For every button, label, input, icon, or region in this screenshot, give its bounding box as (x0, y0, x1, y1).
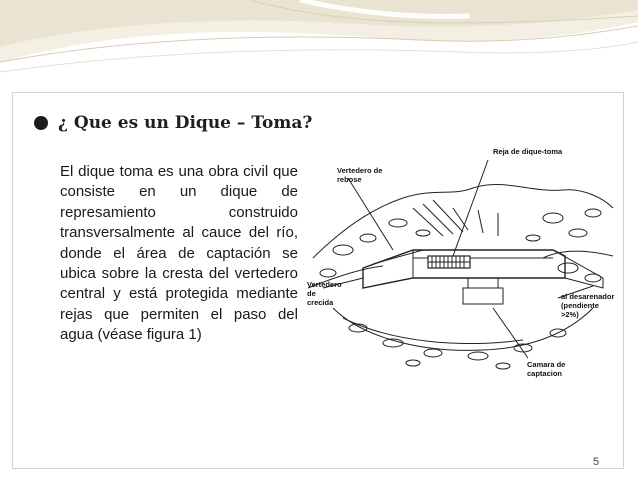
heading-text: ¿ Que es un Dique – Toma? (58, 113, 313, 133)
decorative-wave-header (0, 0, 638, 90)
label-vertedero-rebose: Vertedero de rebose (337, 166, 383, 184)
slide-heading (34, 109, 312, 137)
label-desarenador: al desarenador (pendiente >2%) (561, 292, 615, 319)
bullet-icon (34, 116, 48, 130)
label-reja: Reja de dique-toma (493, 147, 563, 156)
label-camara: Camara de captacion (527, 360, 566, 378)
body-paragraph: El dique toma es una obra civil que consiste en un dique de represamiento construido transversalmente al cauce del río, donde el área de captación se ubica sobre la cresta del vertedero central y está protegida mediante rejas que permiten el paso del agua (véase figura 1) (60, 163, 298, 344)
dique-toma-diagram (303, 138, 615, 380)
label-vertedero-crecida: Vertedero de crecida (307, 280, 342, 307)
page-number: 5 (593, 456, 600, 468)
